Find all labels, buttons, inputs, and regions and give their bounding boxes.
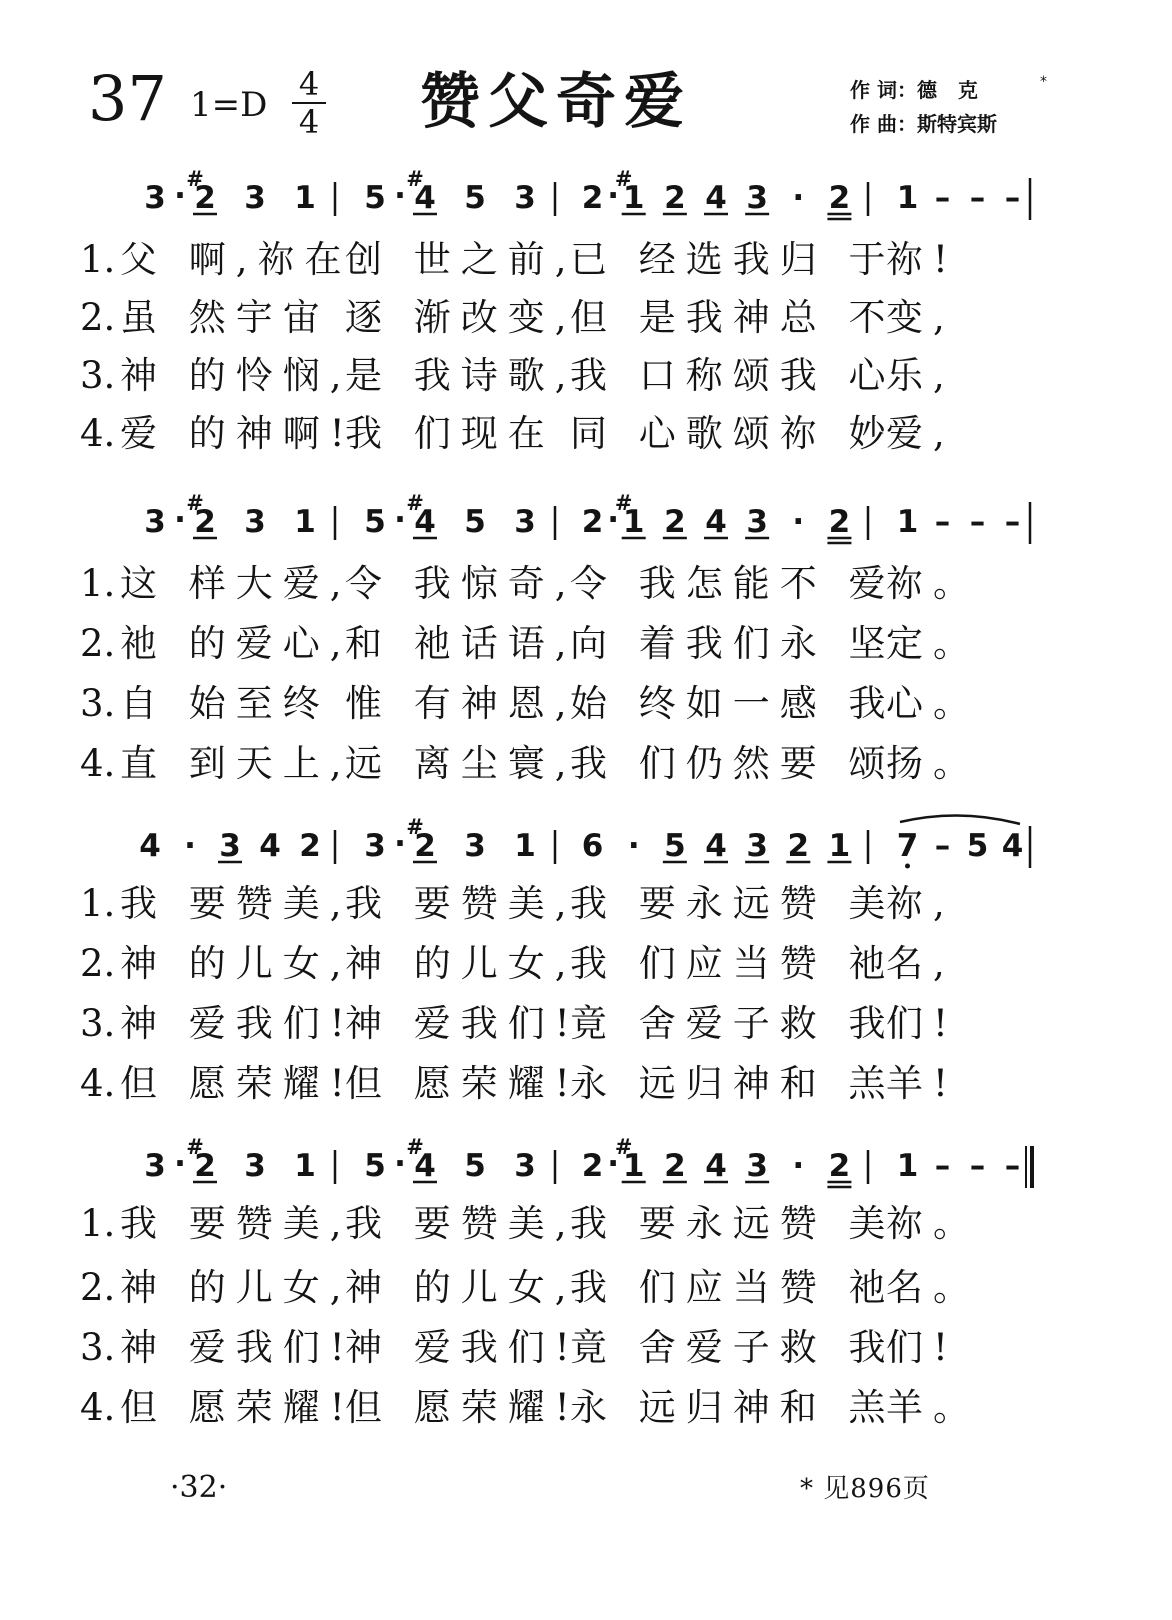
- dot-mark: ·: [174, 178, 186, 214]
- note: 2: [581, 1148, 604, 1184]
- lyric-segment: 名。: [886, 1266, 980, 1309]
- lyric-segment: 我 要赞美,: [120, 882, 352, 925]
- lyric-segment: 向 着我们永 坚: [570, 622, 896, 665]
- lyric-segment: 永 远归神和 羔: [570, 1386, 896, 1429]
- lyric-segment: 但 愿荣耀!: [345, 1386, 580, 1429]
- dot-mark: ·: [792, 504, 805, 540]
- dot-mark: ·: [394, 502, 406, 538]
- key-signature: 1=D: [190, 85, 268, 125]
- dot-mark: ·: [792, 180, 805, 216]
- verse-number: 4.: [80, 742, 116, 785]
- hold-dash: –: [934, 828, 951, 864]
- note: 5: [364, 504, 386, 540]
- lyric-segment: 爱 的神啊!: [120, 412, 355, 455]
- verse-number: 3.: [80, 1002, 116, 1045]
- dot-mark: ·: [394, 1146, 406, 1182]
- verse-number: 4.: [80, 1386, 116, 1429]
- lyric-line: [80, 558, 1080, 610]
- lyric-segment: 同 心歌颂祢 妙: [570, 412, 896, 455]
- notation-svg: [0, 815, 1172, 878]
- lyric-segment: 我 们应当赞 祂: [570, 1266, 896, 1309]
- lyric-line: [80, 350, 1080, 402]
- lyric-segment: 祢。: [886, 562, 980, 605]
- lyric-segment: 直 到天上,: [120, 742, 352, 785]
- verse-number: 1.: [80, 882, 116, 925]
- lyric-segment: 我 们应当赞 祂: [570, 942, 896, 985]
- lyric-segment: 令 我怎能不 爱: [570, 562, 896, 605]
- note: 5: [664, 828, 686, 864]
- page-number: ·32·: [170, 1470, 228, 1505]
- lyric-segment: 我 们仍然要 颂: [570, 742, 896, 785]
- note: 2: [828, 1148, 851, 1184]
- lyric-segment: 心。: [886, 682, 980, 725]
- lyric-segment: 神 爱我们!: [345, 1326, 580, 1369]
- note: 4: [705, 828, 727, 864]
- note: 4: [139, 828, 161, 864]
- note: 1: [622, 180, 645, 216]
- lyric-line: [80, 1058, 1080, 1110]
- sharp-sign: #: [186, 491, 204, 515]
- lyric-segment: 始 终如一感 我: [570, 682, 896, 725]
- note: 5: [364, 180, 386, 216]
- verse-number: 3.: [80, 682, 116, 725]
- note: 4: [414, 1148, 436, 1184]
- hold-dash: –: [934, 180, 951, 216]
- sharp-sign: #: [186, 1135, 204, 1159]
- dot-mark: ·: [184, 828, 196, 864]
- lyric-segment: 但 愿荣耀!: [345, 1062, 580, 1105]
- lyric-line: [80, 738, 1080, 790]
- lyric-segment: 永 远归神和 羔: [570, 1062, 896, 1105]
- lyric-line: [80, 1198, 1080, 1250]
- lyric-segment: 神 爱我们!: [345, 1002, 580, 1045]
- footnote: * 见896页: [800, 1474, 930, 1504]
- note: 1: [622, 1148, 645, 1184]
- lyric-segment: 自 始至终: [120, 682, 330, 725]
- note: 3: [746, 180, 768, 216]
- lyric-segment: 但 是我神总 不: [570, 296, 896, 339]
- note: 2: [581, 180, 604, 216]
- hold-dash: –: [969, 504, 986, 540]
- sharp-sign: #: [614, 1135, 633, 1159]
- lyric-segment: 竟 舍爱子救 我: [570, 1002, 896, 1045]
- note: 2: [664, 1148, 686, 1184]
- note: 5: [364, 1148, 386, 1184]
- note: 1: [622, 504, 645, 540]
- lyric-line: [80, 618, 1080, 670]
- lyric-segment: 神 的儿女,: [120, 1266, 352, 1309]
- sharp-sign: #: [406, 815, 424, 839]
- lyric-segment: 祢!: [886, 238, 958, 281]
- lyric-segment: 神 的儿女,: [345, 942, 577, 985]
- sharp-sign: #: [406, 491, 424, 515]
- verse-number: 1.: [80, 238, 116, 281]
- note: 3: [244, 504, 266, 540]
- lyric-segment: 远 离尘寰,: [345, 742, 577, 785]
- hymn-number: 37: [88, 62, 167, 135]
- note: 4: [705, 180, 727, 216]
- sharp-sign: #: [406, 167, 424, 191]
- note: 2: [581, 504, 604, 540]
- hold-dash: –: [1004, 180, 1021, 216]
- note: 2: [828, 180, 851, 216]
- lyric-line: [80, 678, 1080, 730]
- note: 5: [464, 180, 486, 216]
- note: 3: [364, 828, 386, 864]
- lyric-segment: 们!: [886, 1326, 958, 1369]
- lyric-line: [80, 1262, 1080, 1314]
- note: 3: [464, 828, 486, 864]
- hold-dash: –: [934, 504, 951, 540]
- sharp-sign: #: [406, 1135, 424, 1159]
- verse-number: 4.: [80, 1062, 116, 1105]
- dot-mark: ·: [174, 502, 186, 538]
- notation-row-2: [0, 491, 1172, 554]
- note: 2: [194, 180, 216, 216]
- verse-number: 3.: [80, 354, 116, 397]
- notation-svg: [0, 167, 1172, 230]
- note: 3: [144, 180, 166, 216]
- note: 3: [144, 504, 166, 540]
- verse-number: 2.: [80, 296, 116, 339]
- note: 1: [294, 1148, 316, 1184]
- dot-mark: ·: [394, 826, 406, 862]
- note: 3: [746, 504, 768, 540]
- lyric-segment: 惟 有神恩,: [345, 682, 577, 725]
- notation-row-1: [0, 167, 1172, 230]
- sharp-sign: #: [186, 167, 204, 191]
- dot-mark: ·: [174, 1146, 186, 1182]
- lyric-segment: 和 祂话语,: [345, 622, 577, 665]
- note: 2: [299, 828, 321, 864]
- note: 4: [705, 504, 727, 540]
- lyric-segment: 祢。: [886, 1202, 980, 1245]
- lyric-segment: 这 样大爱,: [120, 562, 352, 605]
- lyric-segment: 虽 然宇宙: [120, 296, 330, 339]
- lyric-segment: 祂 的爱心,: [120, 622, 352, 665]
- note: 6: [581, 828, 604, 864]
- note: 4: [259, 828, 281, 864]
- note: 2: [787, 828, 810, 864]
- note: 7: [896, 828, 919, 864]
- lyric-segment: 创 世之前,: [345, 238, 577, 281]
- note: 4: [705, 1148, 727, 1184]
- composer-credit: 作 曲：斯特宾斯: [850, 112, 997, 136]
- lyric-line: [80, 234, 1080, 286]
- dot-mark: ·: [607, 502, 620, 538]
- note: 1: [514, 828, 536, 864]
- lyric-segment: 们!: [886, 1002, 958, 1045]
- lyric-line: [80, 878, 1080, 930]
- notation-svg: [0, 1135, 1172, 1198]
- lyric-segment: 定。: [886, 622, 980, 665]
- tie-arc: [900, 815, 1020, 824]
- note: 1: [828, 828, 851, 864]
- lyric-segment: 爱,: [886, 412, 955, 455]
- lyric-segment: 羊!: [886, 1062, 958, 1105]
- note: 4: [414, 504, 436, 540]
- lyric-segment: 令 我惊奇,: [345, 562, 577, 605]
- note: 1: [896, 504, 919, 540]
- dot-mark: ·: [394, 178, 406, 214]
- lyric-segment: 我 口称颂我 心: [570, 354, 896, 397]
- verse-number: 2.: [80, 622, 116, 665]
- verse-number: 4.: [80, 412, 116, 455]
- note: 3: [244, 1148, 266, 1184]
- lyric-segment: 乐,: [886, 354, 955, 397]
- verse-number: 2.: [80, 1266, 116, 1309]
- hold-dash: –: [1004, 1148, 1021, 1184]
- note: 3: [746, 1148, 768, 1184]
- lyric-line: [80, 408, 1080, 460]
- lyric-segment: 我 要赞美,: [345, 1202, 577, 1245]
- meter-top: 4: [292, 68, 326, 104]
- lyric-segment: 神 的儿女,: [345, 1266, 577, 1309]
- meter-bottom: 4: [298, 103, 320, 141]
- note: 5: [966, 828, 989, 864]
- notation-row-3: [0, 815, 1172, 878]
- note: 1: [294, 180, 316, 216]
- sharp-sign: #: [614, 491, 633, 515]
- verse-number: 1.: [80, 562, 116, 605]
- note: 3: [514, 504, 536, 540]
- dot-mark: ·: [607, 1146, 620, 1182]
- note: 3: [244, 180, 266, 216]
- note: 3: [219, 828, 241, 864]
- lyric-segment: 但 愿荣耀!: [120, 1386, 355, 1429]
- lyric-segment: 父 啊,祢在: [120, 238, 352, 281]
- lyricist-credit: 作 词：德 克: [850, 78, 978, 102]
- note: 4: [414, 180, 436, 216]
- hymn-title: 赞父奇爱: [420, 67, 692, 137]
- note: 3: [514, 180, 536, 216]
- hold-dash: –: [934, 1148, 951, 1184]
- lyric-segment: 我 们现在: [345, 412, 555, 455]
- lyric-segment: 但 愿荣耀!: [120, 1062, 355, 1105]
- note: 3: [514, 1148, 536, 1184]
- lyric-segment: 羊。: [886, 1386, 980, 1429]
- sharp-sign: #: [614, 167, 633, 191]
- lyric-segment: 变,: [886, 296, 955, 339]
- lyric-segment: 已 经选我归 于: [570, 238, 896, 281]
- lyric-line: [80, 292, 1080, 344]
- dot-mark: ·: [607, 178, 620, 214]
- lyric-segment: 我 要赞美,: [120, 1202, 352, 1245]
- lyric-line: [80, 1382, 1080, 1434]
- dot-mark: ·: [627, 828, 640, 864]
- note: 1: [294, 504, 316, 540]
- lyric-segment: 逐 渐改变,: [345, 296, 577, 339]
- lyric-segment: 是 我诗歌,: [345, 354, 577, 397]
- lyric-segment: 神 爱我们!: [120, 1002, 355, 1045]
- note: 3: [746, 828, 768, 864]
- note: 4: [1001, 828, 1024, 864]
- lyric-line: [80, 938, 1080, 990]
- note: 2: [664, 504, 686, 540]
- note: 5: [464, 1148, 486, 1184]
- asterisk-mark: *: [1040, 74, 1047, 90]
- note: 2: [194, 504, 216, 540]
- time-signature: [292, 65, 326, 141]
- note: 1: [896, 1148, 919, 1184]
- verse-number: 3.: [80, 1326, 116, 1369]
- lyric-line: [80, 998, 1080, 1050]
- note: 2: [414, 828, 436, 864]
- lyric-segment: 神 的儿女,: [120, 942, 352, 985]
- lyric-line: [80, 1322, 1080, 1374]
- notation-svg: [0, 491, 1172, 554]
- verse-number: 1.: [80, 1202, 116, 1245]
- lyric-segment: 神 的怜悯,: [120, 354, 352, 397]
- lyric-segment: 竟 舍爱子救 我: [570, 1326, 896, 1369]
- low-octave-dot: [905, 864, 910, 869]
- lyric-segment: 祢,: [886, 882, 955, 925]
- hold-dash: –: [969, 180, 986, 216]
- hold-dash: –: [1004, 504, 1021, 540]
- note: 2: [664, 180, 686, 216]
- lyric-segment: 我 要永远赞 美: [570, 1202, 896, 1245]
- note: 2: [828, 504, 851, 540]
- lyric-segment: 扬。: [886, 742, 980, 785]
- lyric-segment: 名,: [886, 942, 955, 985]
- notation-row-4: [0, 1135, 1172, 1198]
- note: 2: [194, 1148, 216, 1184]
- lyric-segment: 我 要赞美,: [345, 882, 577, 925]
- dot-mark: ·: [792, 1148, 805, 1184]
- lyric-segment: 神 爱我们!: [120, 1326, 355, 1369]
- hold-dash: –: [969, 1148, 986, 1184]
- lyric-segment: 我 要永远赞 美: [570, 882, 896, 925]
- note: 3: [144, 1148, 166, 1184]
- note: 5: [464, 504, 486, 540]
- verse-number: 2.: [80, 942, 116, 985]
- note: 1: [896, 180, 919, 216]
